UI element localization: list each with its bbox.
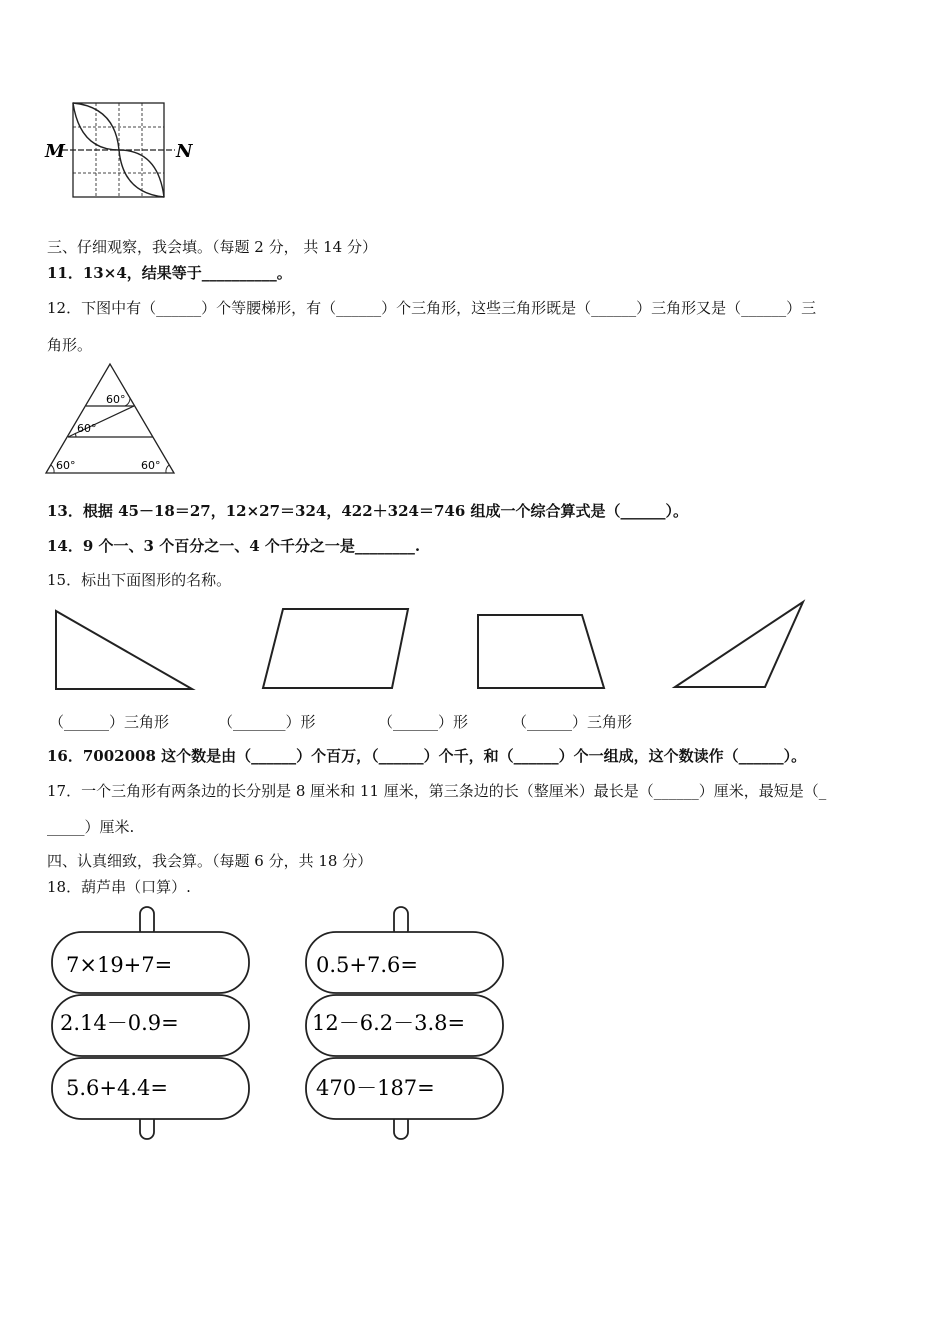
question-12-line1: 12．下图中有（______）个等腰梯形，有（______）个三角形，这些三角形既是（______）三角形又是（______）三 [47, 299, 817, 317]
outer-triangle [46, 364, 174, 473]
question-14: 14．9 个一、3 个百分之一、4 个千分之一是________. [47, 537, 421, 555]
equilateral-triangle-figure [44, 362, 184, 477]
expr-left-1: 7×19+7= [66, 953, 173, 977]
angle-label-top: 60° [106, 393, 126, 406]
question-17-line1: 17．一个三角形有两条边的长分别是 8 厘米和 11 厘米，第三条边的长（整厘米）最长是（______）厘米，最短是（_ [47, 782, 827, 800]
label-n: N [176, 141, 193, 162]
question-18: 18．葫芦串（口算）. [47, 878, 191, 896]
question-15: 15．标出下面图形的名称。 [47, 571, 232, 589]
expr-left-3: 5.6+4.4= [66, 1076, 168, 1100]
shape-label-3: （______）形 [378, 713, 469, 731]
shape-parallelogram [255, 602, 415, 702]
shape-label-1: （______）三角形 [49, 713, 170, 731]
gourd-string-right [302, 905, 512, 1145]
expr-right-2: 12－6.2－3.8= [312, 1011, 466, 1035]
expr-right-1: 0.5+7.6= [316, 953, 418, 977]
section4-heading: 四、认真细致，我会算。（每题 6 分，共 18 分） [47, 852, 373, 870]
expr-left-2: 2.14－0.9= [60, 1011, 179, 1035]
shape-label-4: （______）三角形 [512, 713, 633, 731]
question-11: 11．13×4，结果等于__________。 [47, 264, 292, 282]
angle-arc-right [166, 465, 169, 473]
gourd-string-left [48, 905, 258, 1145]
section3-heading: 三、仔细观察，我会填。（每题 2 分， 共 14 分） [47, 238, 377, 256]
shape-trapezoid [470, 608, 610, 708]
expr-right-3: 470－187= [316, 1076, 435, 1100]
angle-arc-top [125, 398, 130, 406]
shape-label-2: （_______）形 [218, 713, 316, 731]
angle-label-mid: 60° [77, 422, 97, 435]
angle-label-left: 60° [56, 459, 76, 472]
angle-label-right: 60° [141, 459, 161, 472]
label-m: M [45, 141, 65, 162]
question-12-line2: 角形。 [47, 336, 93, 354]
question-13: 13．根据 45－18＝27，12×27＝324，422＋324＝746 组成一个综合算式是（______）。 [47, 502, 689, 520]
shape-obtuse-triangle [668, 596, 818, 696]
shape-right-triangle [50, 605, 200, 705]
question-16: 16．7002008 这个数是由（______）个百万，（______）个千，和（______）个一组成，这个数读作（______）。 [47, 747, 807, 765]
angle-arc-left [51, 465, 54, 473]
question-17-line2: _____）厘米. [47, 818, 135, 836]
mn-arc-figure [40, 95, 200, 205]
